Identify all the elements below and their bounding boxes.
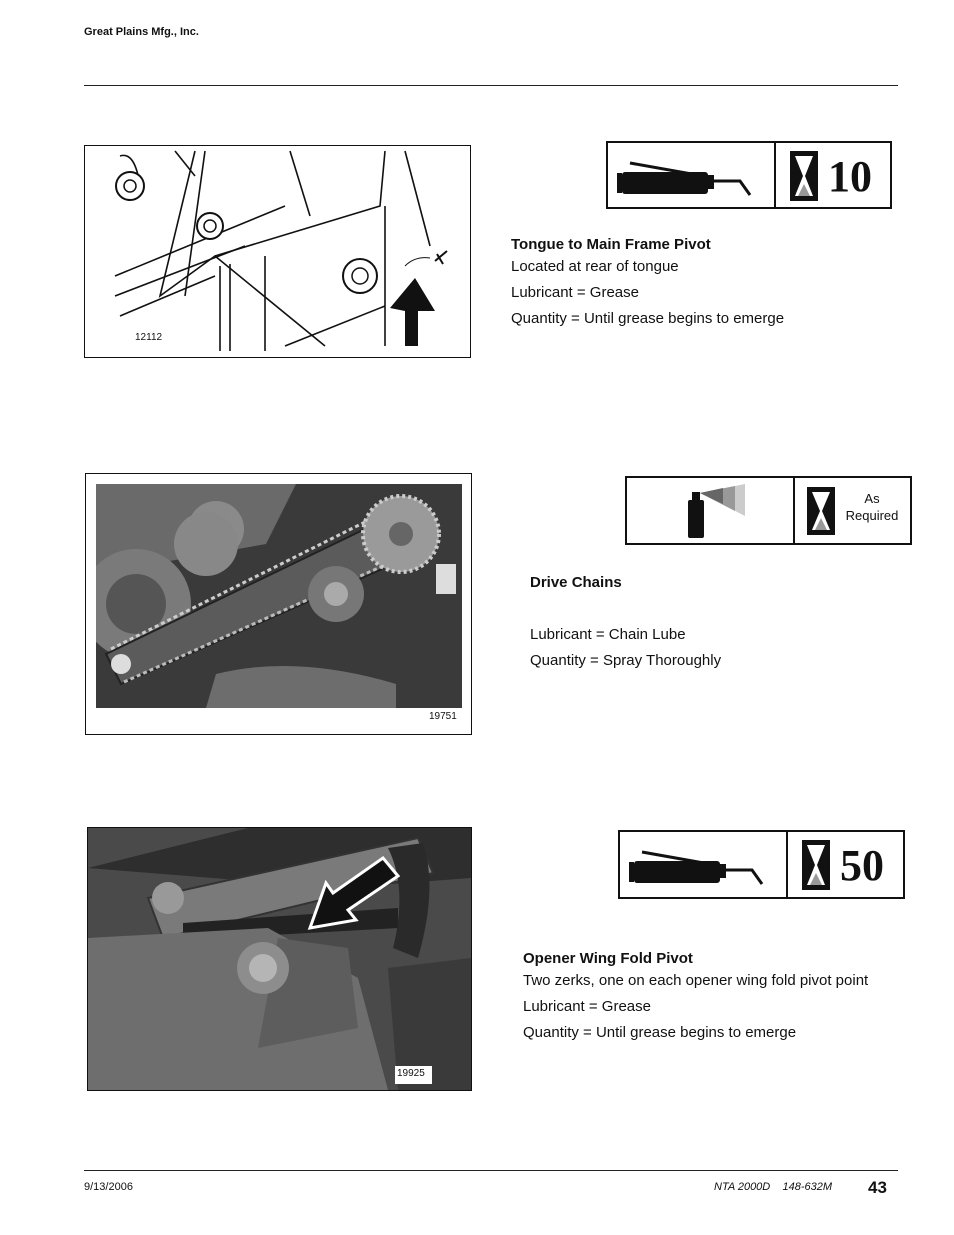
lube-interval-badge [618, 830, 905, 899]
figure-opener-wing [87, 827, 472, 1091]
figure-number: 12112 [135, 332, 163, 343]
section-title: Drive Chains [530, 574, 622, 591]
hourglass-icon [790, 151, 818, 201]
grease-gun-icon [608, 143, 774, 207]
lube-interval-badge [625, 476, 912, 545]
bolt-icon [116, 172, 377, 293]
section-2-text [530, 570, 910, 674]
text-line: Lubricant = Grease [511, 284, 639, 301]
figure-tongue-pivot [84, 145, 471, 358]
hourglass-icon [802, 840, 830, 890]
drive-chain-photo [96, 484, 462, 708]
page-number: 43 [868, 1178, 887, 1197]
text-line: Located at rear of tongue [511, 258, 679, 275]
interval-text: As Required [845, 491, 899, 523]
grease-gun-panel [620, 832, 788, 897]
footer-doc-number: NTA 2000D 148-632M [714, 1181, 833, 1193]
text-line: Quantity = Spray Thoroughly [530, 652, 722, 669]
opener-wing-photo [88, 828, 471, 1090]
text-line: Quantity = Until grease begins to emerge [523, 1024, 797, 1041]
grease-gun-icon [620, 832, 786, 897]
section-title: Tongue to Main Frame Pivot [511, 236, 711, 253]
figure-drive-chains [85, 473, 472, 735]
figure-number: 19925 [397, 1068, 425, 1079]
text-line: Lubricant = Grease [523, 998, 651, 1015]
section-1-text [511, 232, 911, 332]
hourglass-icon [807, 487, 835, 535]
interval-hours: 10 [828, 152, 872, 201]
arrow-icon [390, 278, 435, 346]
text-line: Two zerks, one on each opener wing fold pivot point [523, 972, 869, 989]
spray-can-panel [627, 478, 795, 543]
footer-date: 9/13/2006 [84, 1181, 133, 1193]
section-3-text [523, 946, 923, 1046]
interval-hours: 50 [840, 841, 884, 890]
lube-interval-badge [606, 141, 892, 209]
figure-number: 19751 [429, 711, 457, 722]
text-line: Quantity = Until grease begins to emerge [511, 310, 785, 327]
text-line: Lubricant = Chain Lube [530, 626, 686, 643]
section-title: Opener Wing Fold Pivot [523, 950, 693, 967]
spray-can-icon [627, 478, 793, 543]
grease-gun-panel [608, 143, 776, 207]
footer-rule [84, 1170, 898, 1171]
header-rule [84, 85, 898, 86]
tongue-pivot-line-drawing [85, 146, 470, 357]
company-name: Great Plains Mfg., Inc. [84, 26, 199, 38]
